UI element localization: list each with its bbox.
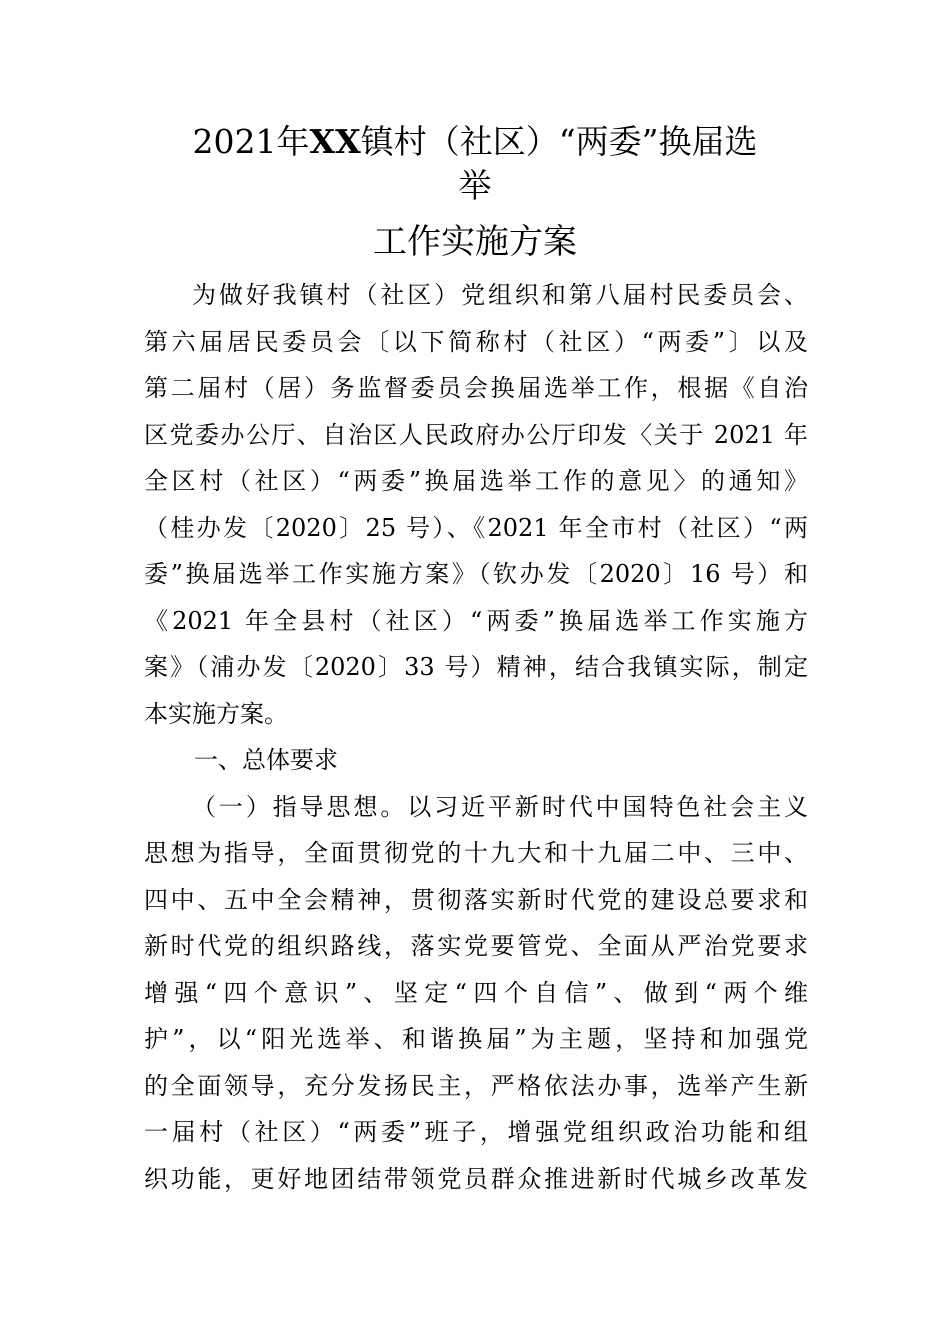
paragraph-1-line: 区党委办公厅、自治区人民政府办公厅印发〈关于 2021 年 bbox=[144, 420, 808, 449]
paragraph-1-line: 委”换届选举工作实施方案》（钦办发〔2020〕16 号）和 bbox=[144, 560, 808, 588]
paragraph-1-line: 第二届村（居）务监督委员会换届选举工作，根据《自治 bbox=[144, 374, 808, 402]
paragraph-2-line: 织功能，更好地团结带领党员群众推进新时代城乡改革发 bbox=[144, 1164, 808, 1193]
paragraph-1-line: 案》（浦办发〔2020〕33 号）精神，结合我镇实际，制定 bbox=[144, 653, 808, 681]
paragraph-1-line: 全区村（社区）“两委”换届选举工作的意见〉的通知》 bbox=[144, 467, 808, 495]
paragraph-2-line: 护”，以“阳光选举、和谐换届”为主题，坚持和加强党 bbox=[144, 1025, 808, 1053]
paragraph-2-line: 思想为指导，全面贯彻党的十九大和十九届二中、三中、 bbox=[144, 839, 808, 867]
title-line-3: 工作实施方案 bbox=[373, 222, 577, 262]
paragraph-1-line: 本实施方案。 bbox=[144, 699, 288, 728]
title-line-1-bold: XX bbox=[309, 122, 361, 161]
paragraph-1-line: 《2021 年全县村（社区）“两委”换届选举工作实施方 bbox=[144, 606, 808, 635]
paragraph-2-line: 新时代党的组织路线，落实党要管党、全面从严治党要求 bbox=[144, 932, 808, 960]
paragraph-1-line: （桂办发〔2020〕25 号）、《2021 年全市村（社区）“两 bbox=[144, 513, 808, 542]
paragraph-1-line: 第六届居民委员会〔以下简称村（社区）“两委”〕以及 bbox=[144, 327, 808, 356]
paragraph-2-line: （一）指导思想。以习近平新时代中国特色社会主义 bbox=[192, 792, 808, 821]
document-body bbox=[144, 272, 808, 1202]
paragraph-2-line: 的全面领导，充分发扬民主，严格依法办事，选举产生新 bbox=[144, 1071, 808, 1100]
paragraph-1-line: 为做好我镇村（社区）党组织和第八届村民委员会、 bbox=[192, 281, 808, 309]
title-line-1-prefix: 2021年 bbox=[192, 122, 310, 161]
title-line-2: 举 bbox=[458, 166, 492, 205]
title-line-1-suffix: 镇村（社区）“两委”换届选 bbox=[360, 122, 758, 161]
title-line-1 bbox=[0, 120, 950, 164]
paragraph-2-line: 四中、五中全会精神，贯彻落实新时代党的建设总要求和 bbox=[144, 885, 808, 914]
paragraph-2-line: 增强“四个意识”、坚定“四个自信”、做到“两个维 bbox=[144, 978, 808, 1007]
paragraph-2-line: 一届村（社区）“两委”班子，增强党组织政治功能和组 bbox=[144, 1118, 808, 1146]
section-1-heading: 一、总体要求 bbox=[194, 746, 338, 774]
